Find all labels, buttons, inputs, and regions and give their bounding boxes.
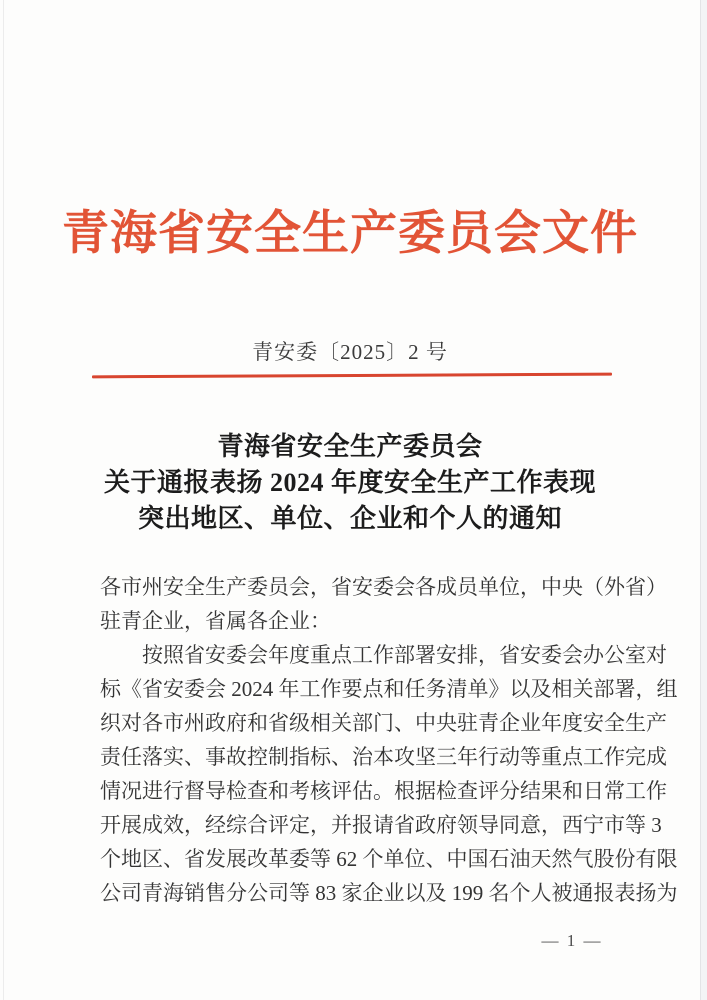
body-text-line: 各市州安全生产委员会，省安委会各成员单位，中央（外省） [100,575,667,599]
document-title-line: 突出地区、单位、企业和个人的通知 [137,504,562,533]
body-text-line: 开展成效，经综合评定，并报请省政府领导同意，西宁市等 3 [100,813,662,837]
document-number: 青安委〔2025〕2 号 [252,340,448,364]
body-text-line: 情况进行督导检查和考核评估。根据检查评分结果和日常工作 [100,779,667,803]
document-title-line: 青海省安全生产委员会 [217,432,483,461]
document-header-title: 青海省安全生产委员会文件 [62,208,638,260]
body-text-line: 织对各市州政府和省级相关部门、中央驻青企业年度安全生产 [100,711,667,735]
body-text-line: 按照省安委会年度重点工作部署安排，省安委会办公室对 [142,643,667,667]
body-text-line: 公司青海销售分公司等 83 家企业以及 199 名个人被通报表扬为 [100,881,678,905]
body-text-line: 驻青企业，省属各企业： [100,609,331,633]
body-text-line: 责任落实、事故控制指标、治本攻坚三年行动等重点工作完成 [100,745,667,769]
body-text-line: 个地区、省发展改革委等 62 个单位、中国石油天然气股份有限 [100,847,678,871]
page-right-edge [700,0,707,1000]
document-title [0,429,700,537]
red-divider-line [92,373,612,379]
body-text-line: 标《省安委会 2024 年工作要点和任务清单》以及相关部署，组 [100,677,678,701]
document-body [100,570,678,910]
document-title-line: 关于通报表扬 2024 年度安全生产工作表现 [103,468,596,497]
page-number: — 1 — [541,931,603,950]
